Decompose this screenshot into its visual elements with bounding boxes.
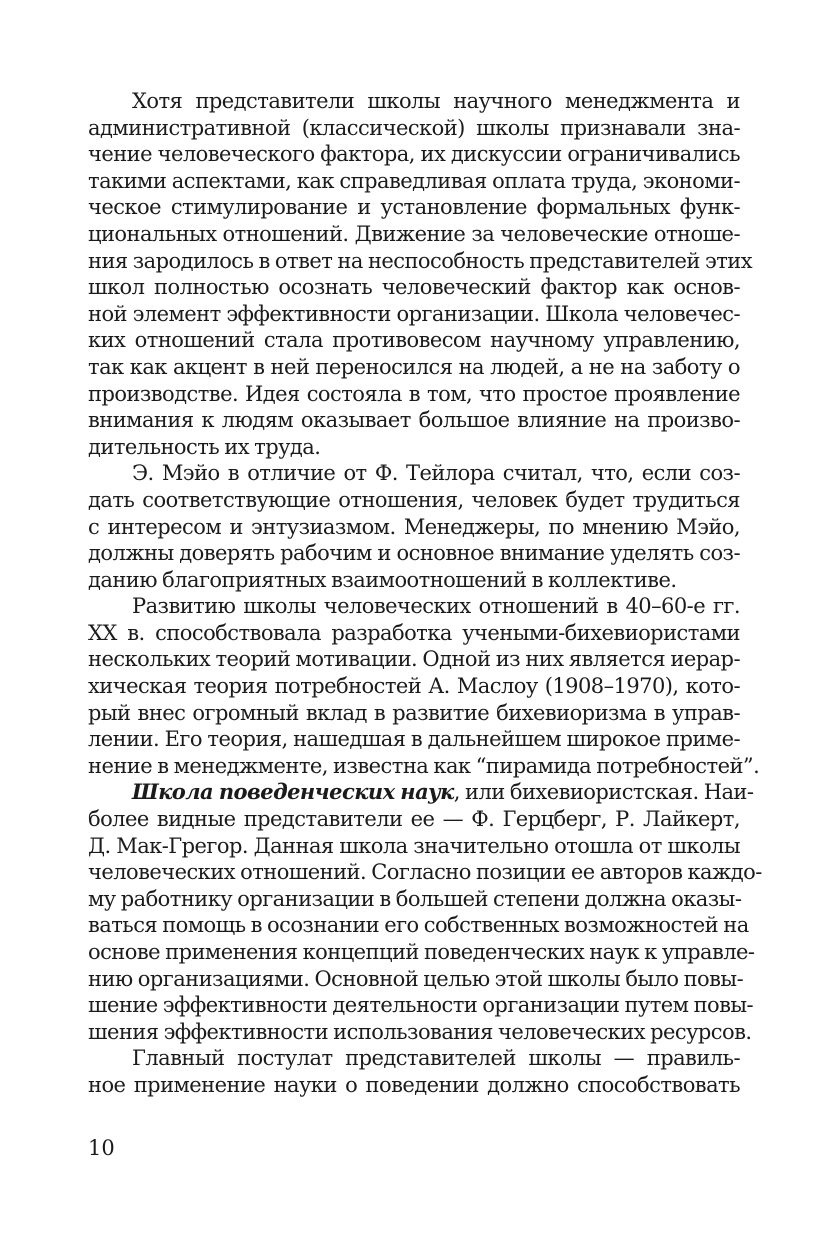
text-line: с интересом и энтузиазмом. Менеджеры, по мнению Мэйо, [88,514,740,539]
text-line: лении. Его теория, нашедшая в дальнейшем широкое приме- [88,727,740,752]
text-line: более видные представители ее — Ф. Герцберг, Р. Лайкерт, [88,807,740,832]
page-number: 10 [88,1136,115,1160]
text-line: ния зародилось в ответ на неспособность представителей этих [88,248,753,273]
text-line: Д. Мак-Грегор. Данная школа значительно отошла от школы [88,833,740,858]
text-line: дать соответствующие отношения, человек будет трудиться [88,487,740,512]
text-line: ких отношений стала противовесом научному управлению, [88,328,740,353]
text-line: ческое стимулирование и установление формальных функ- [88,195,740,220]
text-fragment: , или бихевиористская. Наи- [453,780,754,805]
text-line: дительность их труда. [88,434,321,459]
text-line: административной (классической) школы признавали зна- [88,115,740,140]
text-line: школ полностью осознать человеческий фактор как основ- [88,275,740,300]
text-line: шение эффективности деятельности организации путем повы- [88,993,754,1018]
text-line: такими аспектами, как справедливая оплата труда, экономи- [88,168,740,193]
paragraph-human-relations-intro [88,88,753,460]
section-term: Школа поведенческих наук [132,779,454,805]
text-line: ной элемент эффективности организации. Школа человечес- [88,301,740,326]
text-line: Развитию школы человеческих отношений в 40–60-е гг. [132,594,740,619]
text-line [88,779,754,806]
text-line: ное применение науки о поведении должно способствовать [88,1072,740,1097]
text-line: внимания к людям оказывает большое влияние на произво- [88,408,740,433]
text-line: нение в менеджменте, известна как “пирамида потребностей”. [88,753,760,778]
text-line: Э. Мэйо в отличие от Ф. Тейлора считал, что, если соз- [132,461,740,486]
text-line: данию благоприятных взаимоотношений в коллективе. [88,567,677,592]
text-line: человеческих отношений. Согласно позиции ее авторов каждо- [88,860,762,885]
page-body [88,88,762,1099]
text-line: нию организациями. Основной целью этой школы было повы- [88,966,744,991]
text-line: должны доверять рабочим и основное внимание уделять соз- [88,541,740,566]
text-line: Главный постулат представителей школы — правиль- [132,1046,740,1071]
text-line: ваться помощь в осознании его собственных возможностей на [88,913,749,938]
text-line: шения эффективности использования человеческих ресурсов. [88,1019,752,1044]
text-line: му работнику организации в большей степени должна оказы- [88,886,742,911]
text-line: XX в. способствовала разработка учеными-бихевиористами [88,620,740,645]
text-line: хическая теория потребностей А. Маслоу (1908–1970), кото- [88,674,740,699]
text-line: так как акцент в ней переносился на людей, а не на заботу о [88,354,740,379]
paragraph-maslow [88,593,760,779]
text-line: рый внес огромный вклад в развитие бихевиоризма в управ- [88,700,740,725]
text-line: циональных отношений. Движение за человеческие отноше- [88,221,740,246]
paragraph-behavioral-school [88,779,762,1045]
text-line: нескольких теорий мотивации. Одной из них является иерар- [88,647,740,672]
text-line: Хотя представители школы научного менеджмента и [132,89,740,113]
paragraph-mayo [88,460,740,593]
text-line: производстве. Идея состояла в том, что простое проявление [88,381,740,406]
text-line: чение человеческого фактора, их дискуссии ограничивались [88,142,740,167]
paragraph-main-postulate [88,1045,740,1098]
text-line: основе применения концепций поведенческих наук к управле- [88,940,755,964]
